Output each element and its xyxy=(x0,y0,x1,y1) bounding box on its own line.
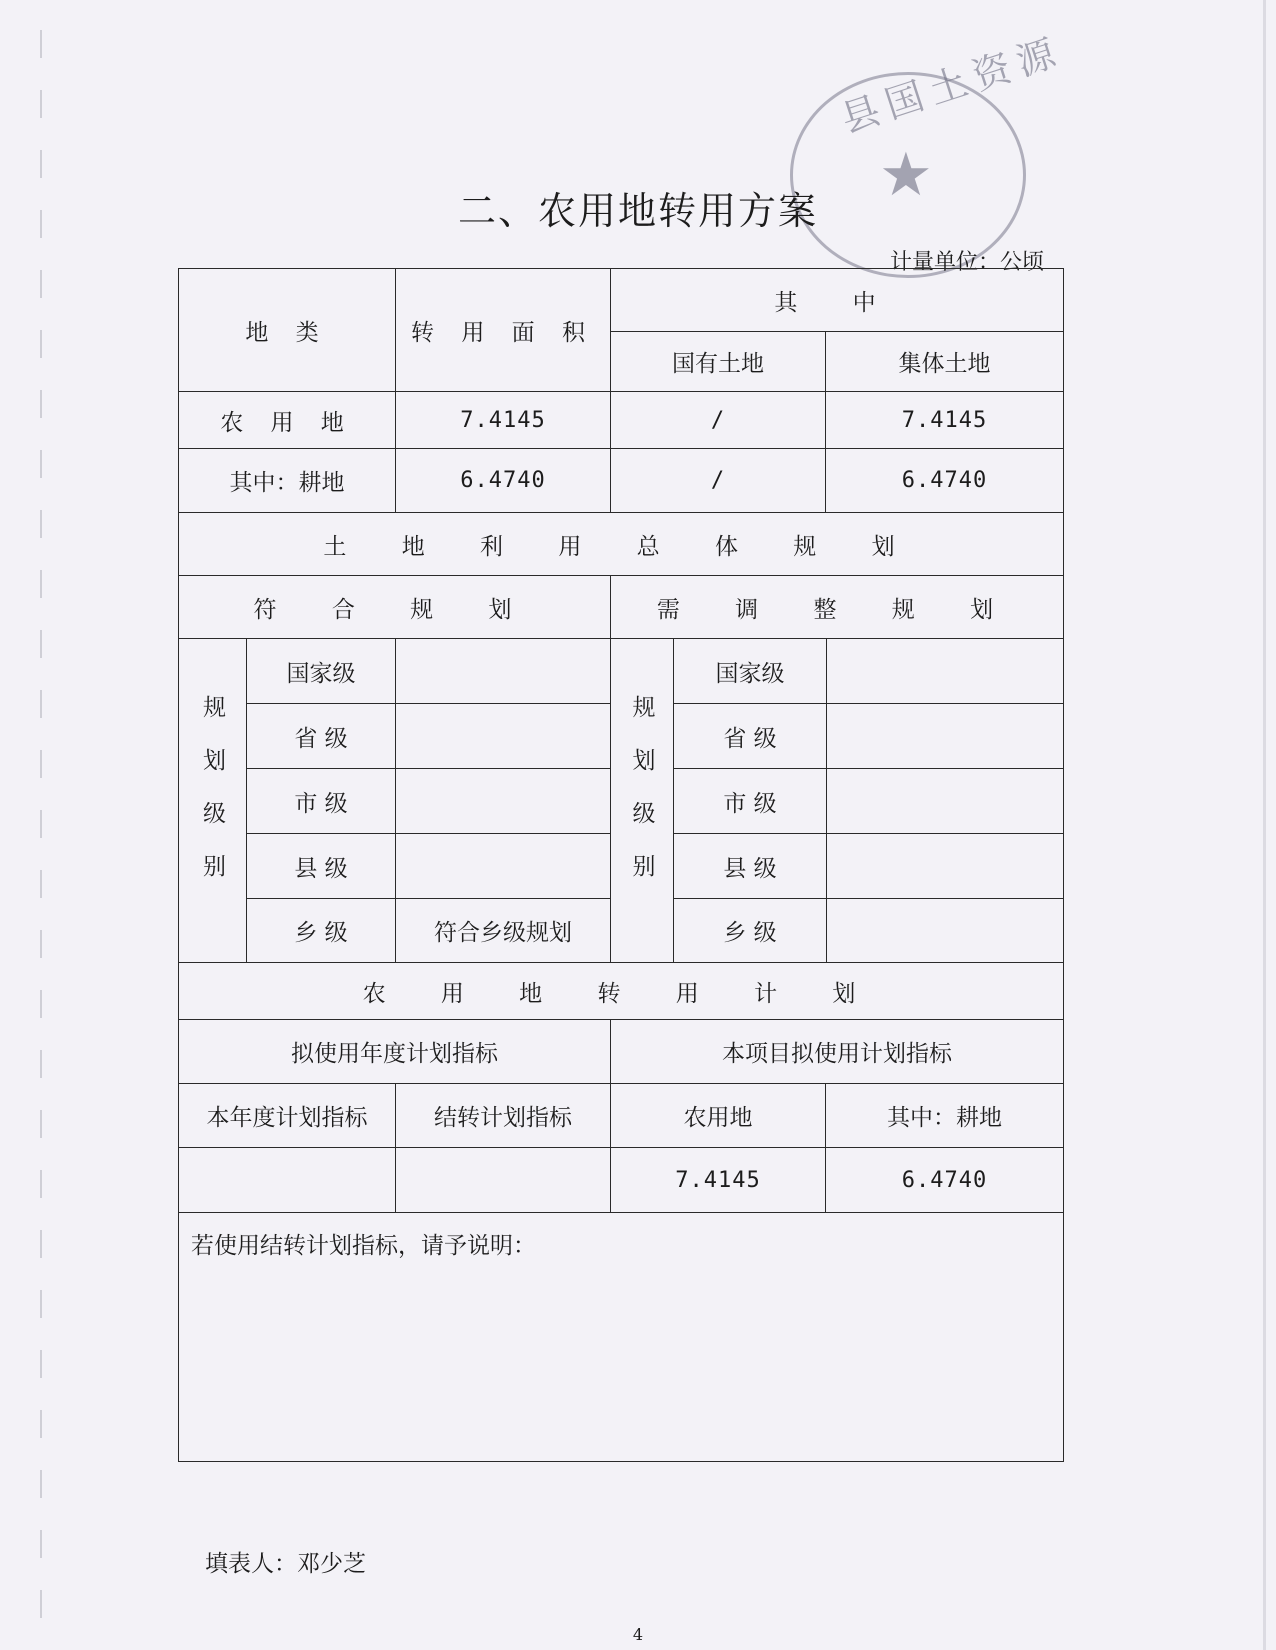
row-state: / xyxy=(610,391,826,449)
section-conversion-plan: 农 用 地 转 用 计 划 xyxy=(178,962,1064,1020)
value-this-year xyxy=(178,1147,396,1213)
conform-value xyxy=(395,703,611,769)
section-overall-plan: 土 地 利 用 总 体 规 划 xyxy=(178,512,1064,576)
level-name: 县 级 xyxy=(246,833,396,899)
level-name: 市 级 xyxy=(673,768,827,834)
star-icon: ★ xyxy=(879,140,933,210)
level-name: 乡 级 xyxy=(246,898,396,963)
level-name: 市 级 xyxy=(246,768,396,834)
page-number: 4 xyxy=(632,1625,644,1644)
value-carryover xyxy=(395,1147,611,1213)
row-area: 7.4145 xyxy=(395,391,611,449)
adjust-value xyxy=(826,638,1064,704)
header-state-land: 国有土地 xyxy=(610,331,826,392)
level-name: 省 级 xyxy=(673,703,827,769)
adjust-value xyxy=(826,768,1064,834)
page-edge xyxy=(1263,0,1266,1650)
level-name: 省 级 xyxy=(246,703,396,769)
col-this-year: 本年度计划指标 xyxy=(178,1083,396,1148)
unit-label: 计量单位：公顷 xyxy=(890,250,1045,275)
row-state: / xyxy=(610,448,826,513)
header-of-which: 其 中 xyxy=(610,268,1064,332)
project-indicator: 本项目拟使用计划指标 xyxy=(610,1019,1064,1084)
col-carryover: 结转计划指标 xyxy=(395,1083,611,1148)
section-conform: 符 合 规 划 xyxy=(178,575,611,639)
row-area: 6.4740 xyxy=(395,448,611,513)
col-farmland: 农用地 xyxy=(610,1083,826,1148)
row-label: 其中：耕地 xyxy=(178,448,396,513)
row-collective: 6.4740 xyxy=(825,448,1064,513)
level-label-left: 规划级别 xyxy=(178,638,247,963)
col-cultivated: 其中：耕地 xyxy=(825,1083,1064,1148)
value-farmland: 7.4145 xyxy=(610,1147,826,1213)
value-cultivated: 6.4740 xyxy=(825,1147,1064,1213)
conform-value xyxy=(395,638,611,704)
header-collective-land: 集体土地 xyxy=(825,331,1064,392)
level-name: 国家级 xyxy=(246,638,396,704)
adjust-value xyxy=(826,833,1064,899)
level-label-right: 规划级别 xyxy=(610,638,674,963)
annual-indicator: 拟使用年度计划指标 xyxy=(178,1019,611,1084)
section-adjust: 需 调 整 规 划 xyxy=(610,575,1064,639)
header-conversion-area: 转 用 面 积 xyxy=(395,268,611,392)
level-name: 县 级 xyxy=(673,833,827,899)
conform-value: 符合乡级规划 xyxy=(395,898,611,963)
level-name: 国家级 xyxy=(673,638,827,704)
row-collective: 7.4145 xyxy=(825,391,1064,449)
page-title: 二、农用地转用方案 xyxy=(457,189,818,233)
filler-name: 填表人：邓少芝 xyxy=(205,1551,366,1577)
binding-marks xyxy=(40,30,42,1630)
conform-value xyxy=(395,833,611,899)
level-name: 乡 级 xyxy=(673,898,827,963)
header-land-type: 地 类 xyxy=(178,268,396,392)
seal-text: 县国土资源 xyxy=(835,28,1069,142)
adjust-value xyxy=(826,703,1064,769)
adjust-value xyxy=(826,898,1064,963)
conform-value xyxy=(395,768,611,834)
carryover-note: 若使用结转计划指标，请予说明： xyxy=(178,1212,1064,1462)
row-label: 农 用 地 xyxy=(178,391,396,449)
